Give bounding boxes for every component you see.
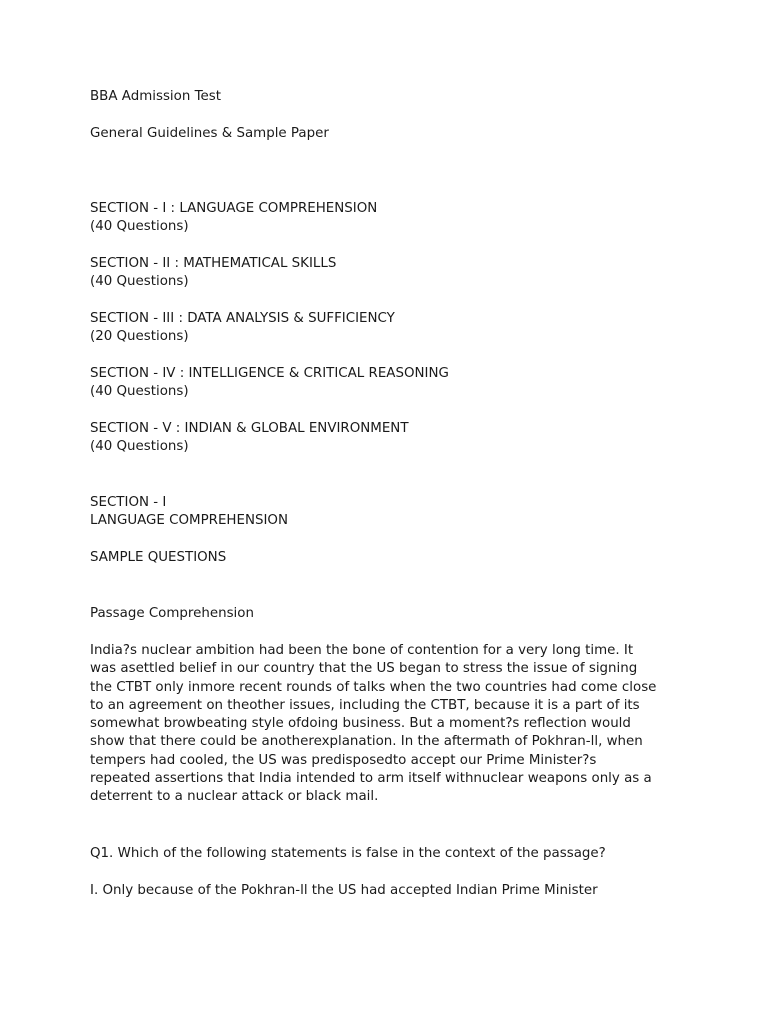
section-2-count: (40 Questions) [90, 274, 189, 289]
passage-line: was asettled belief in our country that the US began to stress the issue of signing [90, 661, 638, 677]
passage-line: to an agreement on theother issues, including the CTBT, because it is a part of its [90, 697, 640, 713]
section-4-count: (40 Questions) [90, 384, 189, 399]
section-1-title: SECTION - I : LANGUAGE COMPREHENSION [90, 201, 378, 216]
section-5-title: SECTION - V : INDIAN & GLOBAL ENVIRONMENT [90, 421, 409, 436]
passage-text [90, 642, 656, 807]
document-title: BBA Admission Test [90, 89, 221, 104]
section-3-title: SECTION - III : DATA ANALYSIS & SUFFICIENCY [90, 311, 395, 326]
section-4-title: SECTION - IV : INTELLIGENCE & CRITICAL REASONING [90, 366, 449, 381]
section-one-name: LANGUAGE COMPREHENSION [90, 513, 288, 528]
passage-heading: Passage Comprehension [90, 606, 254, 621]
passage-line: the CTBT only inmore recent rounds of talks when the two countries had come close [90, 679, 657, 695]
question-1-option-1: I. Only because of the Pokhran-ll the US had accepted Indian Prime Minister [90, 883, 598, 898]
passage-line: tempers had cooled, the US was predisposedto accept our Prime Minister?s [90, 752, 597, 768]
section-2-title: SECTION - II : MATHEMATICAL SKILLS [90, 256, 337, 271]
passage-line: show that there could be anotherexplanation. In the aftermath of Pokhran-ll, when [90, 734, 643, 750]
passage-line: repeated assertions that India intended to arm itself withnuclear weapons only as a [90, 771, 652, 787]
section-3-count: (20 Questions) [90, 329, 189, 344]
document-subtitle: General Guidelines & Sample Paper [90, 126, 329, 141]
passage-line: deterrent to a nuclear attack or black mail. [90, 789, 379, 805]
section-1-count: (40 Questions) [90, 219, 189, 234]
question-1: Q1. Which of the following statements is false in the context of the passage? [90, 846, 606, 861]
sample-questions-heading: SAMPLE QUESTIONS [90, 550, 227, 565]
section-one-heading: SECTION - I [90, 495, 167, 510]
passage-line: somewhat browbeating style ofdoing business. But a moment?s reflection would [90, 716, 631, 732]
section-5-count: (40 Questions) [90, 439, 189, 454]
passage-line: India?s nuclear ambition had been the bone of contention for a very long time. It [90, 643, 634, 658]
